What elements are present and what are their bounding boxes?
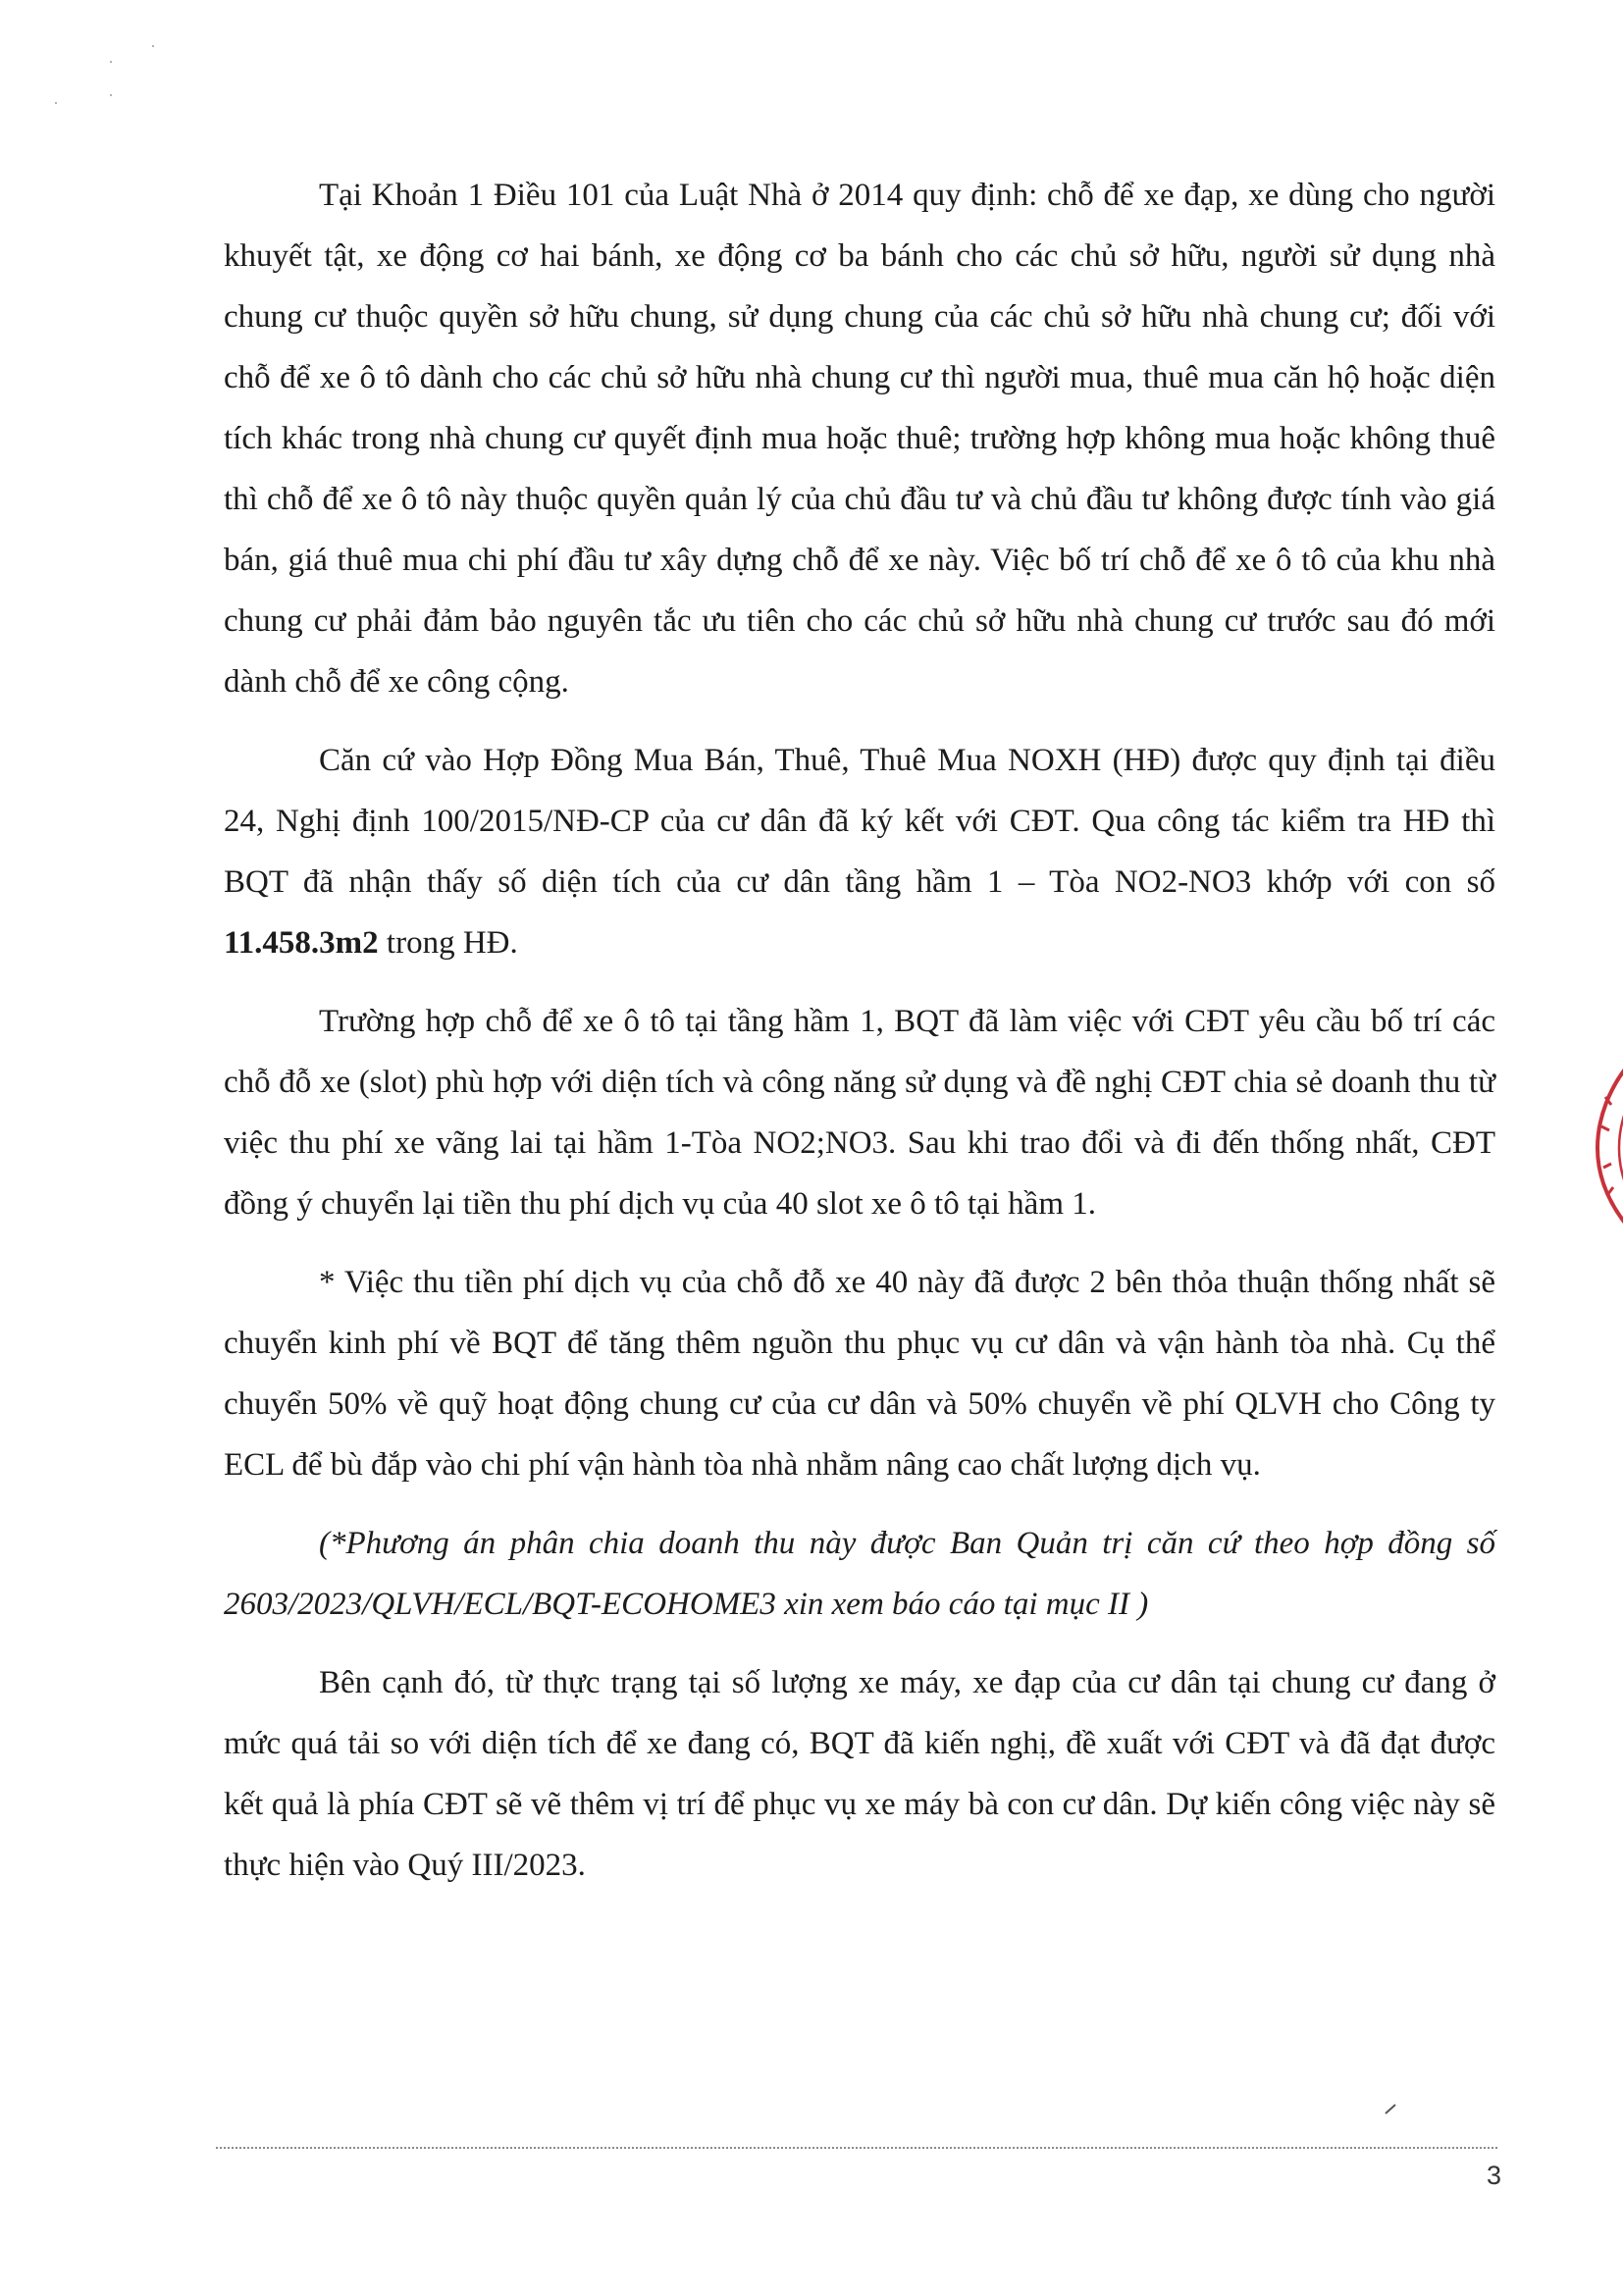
page-number: 3 xyxy=(1486,2161,1501,2190)
footer-divider xyxy=(216,2147,1497,2149)
paragraph-hop-dong-text: Căn cứ vào Hợp Đồng Mua Bán, Thuê, Thuê Mua NOXH (HĐ) được quy định tại điều 24, Nghị định 100/2015/NĐ-CP của cư dân đã ký kết với CĐT. Qua công tác kiểm tra HĐ thì BQT đã nhận thấy số diện tích của cư dân tầng hầm 1 – Tòa NO2-NO3 khớp với con số xyxy=(224,743,1495,900)
paragraph-phi-dich-vu: * Việc thu tiền phí dịch vụ của chỗ đỗ xe 40 này đã được 2 bên thỏa thuận thống nhất sẽ chuyển kinh phí về BQT để tăng thêm nguồn thu phục vụ cư dân và vận hành tòa nhà. Cụ thể chuyển 50% về quỹ hoạt động chung cư của cư dân và 50% chuyển về phí QLVH cho Công ty ECL để bù đắp vào chi phí vận hành tòa nhà nhằm nâng cao chất lượng dịch vụ. xyxy=(224,1265,1495,1483)
red-stamp-edge xyxy=(1584,1058,1623,1234)
paragraph-ghi-chu: (*Phương án phân chia doanh thu này được Ban Quản trị căn cứ theo hợp đồng số 2603/2023/QLVH/ECL/BQT-ECOHOME3 xin xem báo cáo tại mục II ) xyxy=(224,1526,1495,1622)
scan-speck xyxy=(152,45,154,47)
area-value: 11.458.3m2 xyxy=(224,925,379,961)
pen-mark xyxy=(1384,2103,1397,2114)
paragraph-xe-may: Bên cạnh đó, từ thực trạng tại số lượng xe máy, xe đạp của cư dân tại chung cư đang ở mức quá tải so với diện tích để xe đang có, BQT đã kiến nghị, đề xuất với CĐT và đã đạt được kết quả là phía CĐT sẽ vẽ thêm vị trí để phục vụ xe máy bà con cư dân. Dự kiến công việc này sẽ thực hiện vào Quý III/2023. xyxy=(224,1665,1495,1883)
paragraph-hop-dong-ending: trong HĐ. xyxy=(378,925,518,961)
paragraph-hop-dong xyxy=(224,730,1495,973)
paragraph-luat-nha-o: Tại Khoản 1 Điều 101 của Luật Nhà ở 2014 quy định: chỗ để xe đạp, xe dùng cho người khuyết tật, xe động cơ hai bánh, xe động cơ ba bánh cho các chủ sở hữu, người sử dụng nhà chung cư thuộc quyền sở hữu chung, sử dụng chung của các chủ sở hữu nhà chung cư; đối với chỗ để xe ô tô dành cho các chủ sở hữu nhà chung cư thì người mua, thuê mua căn hộ hoặc diện tích khác trong nhà chung cư quyết định mua hoặc thuê; trường hợp không mua hoặc không thuê thì chỗ để xe ô tô này thuộc quyền quản lý của chủ đầu tư và chủ đầu tư không được tính vào giá bán, giá thuê mua chi phí đầu tư xây dựng chỗ để xe này. Việc bố trí chỗ để xe ô tô của khu nhà chung cư phải đảm bảo nguyên tắc ưu tiên cho các chủ sở hữu nhà chung cư trước sau đó mới dành chỗ để xe công cộng. xyxy=(224,178,1495,700)
paragraph-tang-ham: Trường hợp chỗ để xe ô tô tại tầng hầm 1, BQT đã làm việc với CĐT yêu cầu bố trí các chỗ đỗ xe (slot) phù hợp với diện tích và công năng sử dụng và đề nghị CĐT chia sẻ doanh thu từ việc thu phí xe vãng lai tại hầm 1-Tòa NO2;NO3. Sau khi trao đổi và đi đến thống nhất, CĐT đồng ý chuyển lại tiền thu phí dịch vụ của 40 slot xe ô tô tại hầm 1. xyxy=(224,1004,1495,1222)
document-body xyxy=(224,165,1495,1913)
scan-speck xyxy=(110,61,112,63)
scan-speck xyxy=(110,94,112,96)
scan-speck xyxy=(55,102,57,104)
